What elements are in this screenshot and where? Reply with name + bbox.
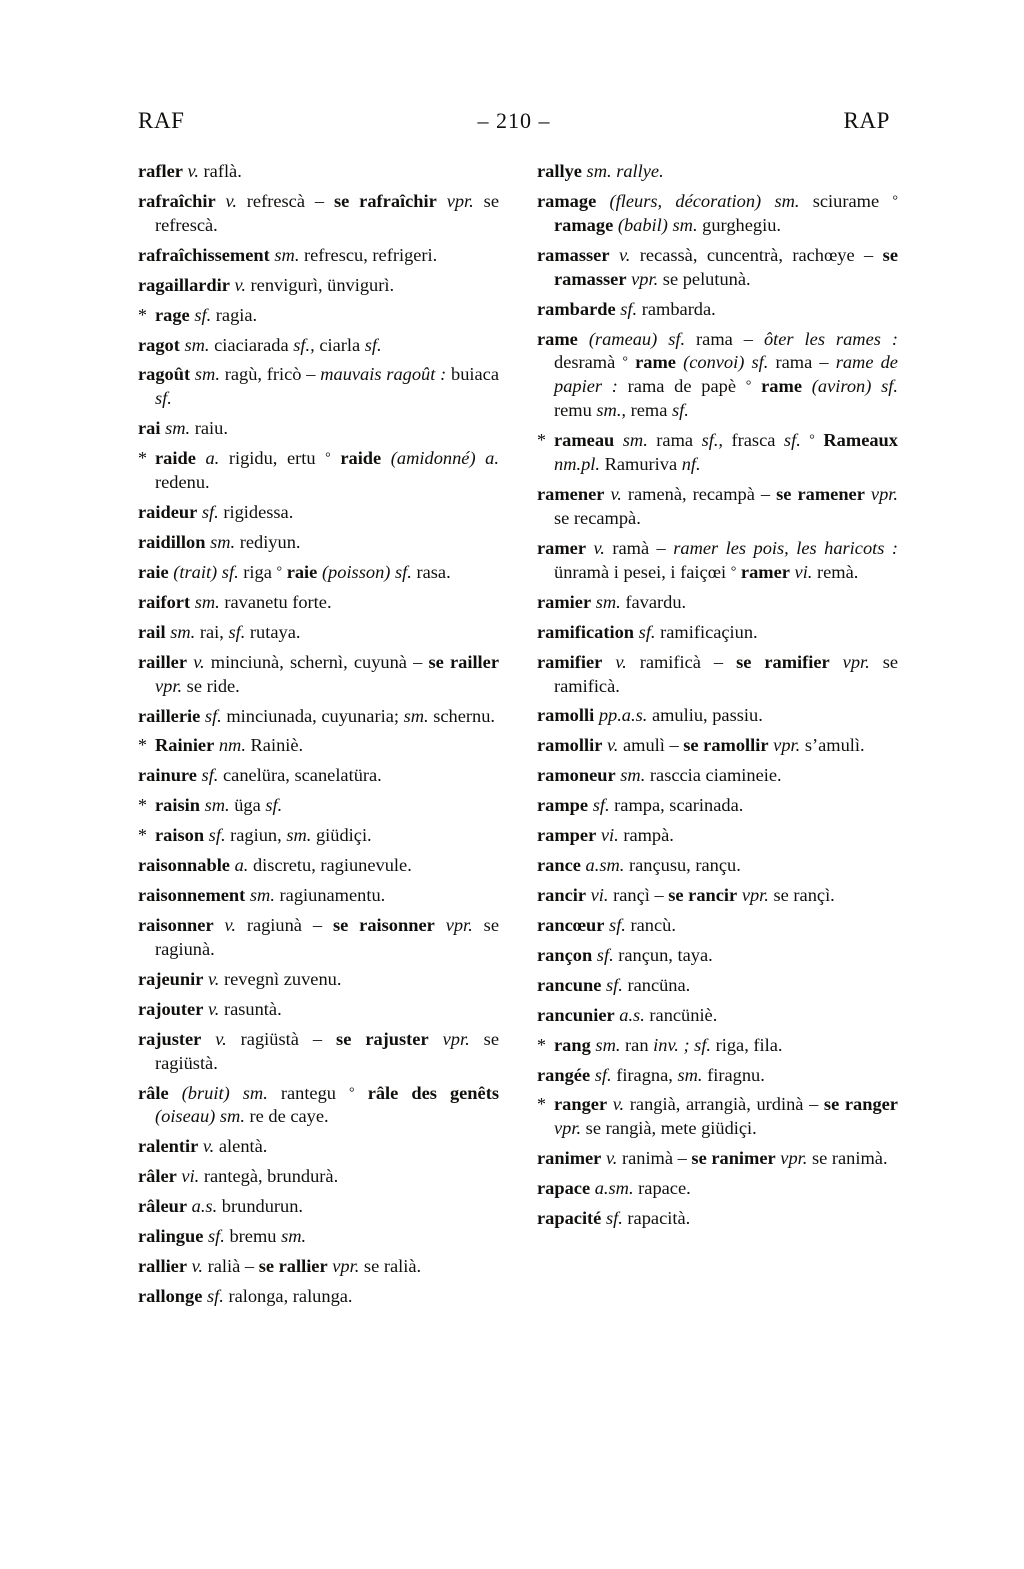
entry-text: ramifier v. ramificà – se ramifier vpr. se ramificà. [537,651,899,696]
entry-text: raison sf. ragiun, sm. giüdiçi. [155,825,372,846]
entry-text: rambarde sf. rambarda. [537,298,716,319]
entry-text: ragot sm. ciaciarada sf., ciarla sf. [138,334,382,355]
entry-text: ragoût sm. ragù, fricò – mauvais ragoût : buiaca sf. [138,364,499,409]
entry-text: raisonnable a. discretu, ragiunevule. [138,855,412,876]
entry-text: râler vi. rantegà, brundurà. [138,1166,339,1187]
dictionary-entry [138,244,499,268]
entry-text: rancunier a.s. rancüniè. [537,1004,718,1025]
dictionary-entry [537,483,898,531]
running-head-right: RAP [843,108,890,133]
entry-text: ramener v. ramenà, recampà – se ramener vpr. se recampà. [537,484,898,528]
asterisk-marker: * [138,795,147,816]
entry-text: rajuster v. ragiüstà – se rajuster vpr. se ragiüstà. [138,1028,499,1073]
entry-text: rafraîchissement sm. refrescu, refrigeri. [138,244,438,265]
dictionary-entry [138,998,499,1022]
entry-text: ramification sf. ramificaçiun. [537,621,758,642]
entry-text: ramier sm. favardu. [537,591,687,612]
dictionary-entry [138,591,499,615]
dictionary-entry [138,334,499,358]
dictionary-entry [537,824,898,848]
dictionary-entry [138,1255,499,1279]
entry-text: raide a. rigidu, ertu ° raide (amidonné) a. redenu. [155,448,499,493]
asterisk-marker: * [537,1094,546,1115]
dictionary-entry [537,537,898,585]
dictionary-entry [537,734,898,758]
dictionary-entry [537,884,898,908]
dictionary-entry [537,298,898,322]
dictionary-entry [138,884,499,908]
asterisk-marker: * [138,448,147,469]
dictionary-entry [138,968,499,992]
entry-text: rainure sf. canelüra, scanelatüra. [138,765,382,786]
entry-text: rançon sf. rançun, taya. [537,944,713,965]
entry-text: ralingue sf. bremu sm. [138,1226,307,1247]
entry-text: rafler v. raflà. [138,161,242,181]
dictionary-entry [138,734,499,758]
asterisk-marker: * [537,430,546,451]
asterisk-marker: * [138,304,147,325]
asterisk-marker: * [138,825,147,846]
dictionary-entry [138,1195,499,1219]
dictionary-entry [537,190,898,238]
dictionary-entry [537,704,898,728]
entry-text: rajeunir v. revegnì zuvenu. [138,968,342,989]
dictionary-entry [138,794,499,818]
dictionary-entry [537,429,898,477]
dictionary-entry [138,304,499,328]
dictionary-entry [537,328,898,424]
entry-text: rallier v. ralià – se rallier vpr. se ralià. [138,1256,422,1277]
dictionary-entry [138,561,499,585]
dictionary-entry [537,621,898,645]
entry-text: rajouter v. rasuntà. [138,998,282,1019]
entry-text: raifort sm. ravanetu forte. [138,591,332,612]
entry-text: rallonge sf. ralonga, ralunga. [138,1285,353,1306]
dictionary-entry [537,1004,898,1028]
entry-text: Rainier nm. Rainiè. [155,735,304,756]
entry-text: rancir vi. rançì – se rancir vpr. se rançì. [537,884,835,905]
dictionary-entry [138,764,499,788]
dictionary-entry [537,1034,898,1058]
dictionary-entry [138,1285,499,1309]
entry-text: rance a.sm. rançusu, rançu. [537,855,741,876]
dictionary-entry [138,417,499,441]
entry-text: ramper vi. rampà. [537,825,674,846]
entry-text: raisonnement sm. ragiunamentu. [138,885,386,906]
column-right [537,160,898,1315]
entry-text: rail sm. rai, sf. rutaya. [138,621,301,642]
entry-text: rallye sm. rallye. [537,161,664,181]
dictionary-entry [537,974,898,998]
dictionary-entry [138,363,499,411]
dictionary-entry [537,160,898,184]
entry-text: rai sm. raiu. [138,418,228,439]
entry-text: raie (trait) sf. riga ° raie (poisson) sf. rasa. [138,561,451,582]
dictionary-entry [537,944,898,968]
entry-text: raisonner v. ragiunà – se raisonner vpr. se ragiunà. [138,914,499,959]
dictionary-entry [138,447,499,495]
entry-text: ramer v. ramà – ramer les pois, les haricots : ünramà i pesei, i faiçœi ° ramer vi. remà. [537,537,898,582]
dictionary-entry [537,591,898,615]
entry-text: rancœur sf. rancù. [537,914,676,935]
entry-text: ramoneur sm. rasccia ciamineie. [537,765,782,786]
columns-container [138,160,898,1315]
entry-text: rancune sf. rancüna. [537,974,691,995]
dictionary-entry [537,764,898,788]
dictionary-entry [138,160,499,184]
dictionary-entry [537,854,898,878]
entry-text: rapace a.sm. rapace. [537,1178,691,1199]
page-number: – 210 – [477,108,551,133]
dictionary-entry [138,651,499,699]
entry-text: ramollir v. amulì – se ramollir vpr. s’amulì. [537,735,865,756]
dictionary-entry [138,621,499,645]
entry-text: raideur sf. rigidessa. [138,502,294,523]
dictionary-entry [138,824,499,848]
column-left [138,160,499,1315]
dictionary-entry [537,1177,898,1201]
asterisk-marker: * [138,735,147,756]
entry-text: ramasser v. recassà, cuncentrà, rachœye – se ramasser vpr. se pelutunà. [537,244,898,289]
entry-text: ramolli pp.a.s. amuliu, passiu. [537,705,763,726]
dictionary-entry [537,244,898,292]
dictionary-entry [537,914,898,938]
dictionary-entry [138,1165,499,1189]
entry-text: rame (rameau) sf. rama – ôter les rames : desramà ° rame (convoi) sf. rama – rame de papier : rama de papè ° rame (aviron) sf. remu sm., rema sf. [537,328,898,421]
entry-text: ragaillardir v. renvigurì, ünvigurì. [138,274,395,295]
entry-text: ranimer v. ranimà – se ranimer vpr. se ranimà. [537,1148,888,1169]
dictionary-entry [537,1207,898,1231]
dictionary-entry [138,1028,499,1076]
running-head-left: RAF [138,108,185,133]
dictionary-entry [138,705,499,729]
dictionary-entry [138,531,499,555]
dictionary-entry [537,1147,898,1171]
dictionary-entry [138,1082,499,1130]
entry-text: râle (bruit) sm. rantegu ° râle des genêts (oiseau) sm. re de caye. [138,1082,499,1127]
dictionary-entry [138,914,499,962]
entry-text: rang sm. ran inv. ; sf. riga, fila. [554,1034,783,1055]
entry-text: raidillon sm. rediyun. [138,531,301,552]
dictionary-entry [138,1135,499,1159]
dictionary-entry [138,501,499,525]
entry-text: rangée sf. firagna, sm. firagnu. [537,1064,765,1085]
dictionary-entry [138,274,499,298]
entry-text: railler v. minciunà, schernì, cuyunà – se railler vpr. se ride. [138,651,499,696]
entry-text: rage sf. ragia. [155,304,258,325]
dictionary-entry [138,854,499,878]
dictionary-entry [537,651,898,699]
entry-text: rapacité sf. rapacità. [537,1208,691,1229]
running-head [138,108,890,134]
entry-text: raisin sm. üga sf. [155,795,283,816]
entry-text: rafraîchir v. refrescà – se rafraîchir vpr. se refrescà. [138,190,499,235]
dictionary-entry [138,190,499,238]
asterisk-marker: * [537,1034,546,1055]
entry-text: rampe sf. rampa, scarinada. [537,795,744,816]
entry-text: rameau sm. rama sf., frasca sf. ° Rameaux nm.pl. Ramuriva nf. [554,430,898,475]
entry-text: ralentir v. alentà. [138,1136,268,1157]
dictionary-entry [537,794,898,818]
entry-text: ranger v. rangià, arrangià, urdinà – se ranger vpr. se rangià, mete giüdiçi. [554,1094,898,1139]
dictionary-entry [138,1225,499,1249]
entry-text: raillerie sf. minciunada, cuyunaria; sm. schernu. [138,705,496,726]
dictionary-entry [537,1093,898,1141]
entry-text: ramage (fleurs, décoration) sm. sciurame ° ramage (babil) sm. gurghegiu. [537,190,898,235]
dictionary-entry [537,1064,898,1088]
entry-text: râleur a.s. brundurun. [138,1196,304,1217]
